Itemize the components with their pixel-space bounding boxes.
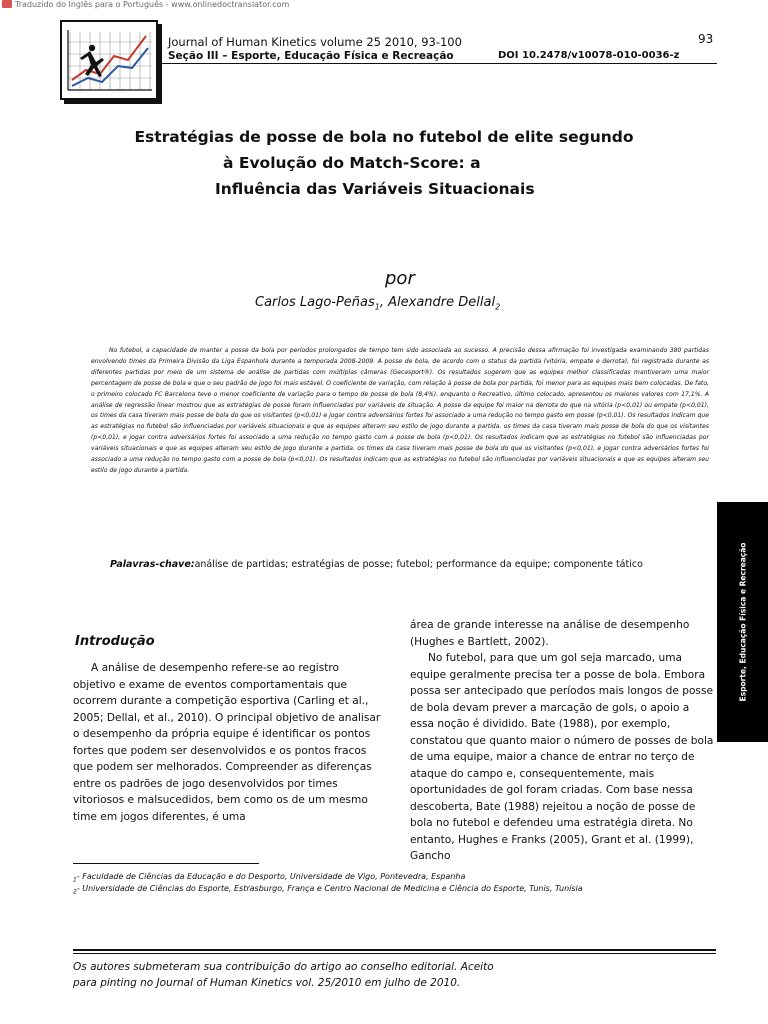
intro-paragraph-right: No futebol, para que um gol seja marcado, uma equipe geralmente precisa ter a posse de bola. Embora possa ser antecipado que períodos mais longos de posse de bola devam prever a marcação de gols, o apoio a essa noção é dividido. Bate (1988), por exemplo, constatou que quanto maior o número de posses de bola de uma equipe, maior a chance de entrar no terço de ataque do campo e, consequentemente, mais oportunidades de gol foram criadas. Com base nessa descoberta, Bate (1988) rejeitou a noção de posse de bola no futebol e defendeu uma estratégia direta. No entanto, Hughes e Franks (2005), Grant et al. (1999), Gancho xyxy=(410,652,714,862)
footnote-1-text: - Faculdade de Ciências da Educação e do Desporto, Universidade de Vigo, Pontevedra, Espanha xyxy=(76,872,466,881)
page-number: 93 xyxy=(698,32,714,46)
submission-note-line-1: Os autores submeteram sua contribuição do artigo ao conselho editorial. Aceito xyxy=(73,961,494,973)
footer-rule-thick xyxy=(73,949,716,951)
footnote-2-mark: 2 xyxy=(73,888,77,896)
footnote-2 xyxy=(73,884,583,896)
author-1: Carlos Lago-Peñas xyxy=(255,295,375,310)
intro-paragraph-left: A análise de desempenho refere-se ao registro objetivo e exame de eventos comportamentais que ocorrem durante a competição esportiva (Carling et al., 2005; Dellal, et al., 2010). O principal objetivo de analisar o desempenho da própria equipe é identificar os pontos fortes que podem ser desenvolvidos e os pontos fracos que podem ser melhorados. Compreender as diferenças entre os padrões de jogo desenvolvidos por times vitoriosos e malsucedidos, bem como os de um mesmo time em jogos diferentes, é uma xyxy=(73,662,381,823)
footnote-rule xyxy=(73,863,259,864)
section-side-tab xyxy=(717,502,768,742)
keywords-text: análise de partidas; estratégias de posse; futebol; performance da equipe; componente tático xyxy=(194,559,643,570)
journal-citation: Journal of Human Kinetics volume 25 2010, 93-100 xyxy=(168,35,462,49)
intro-paragraph-right-continued: área de grande interesse na análise de desempenho (Hughes e Bartlett, 2002). xyxy=(410,619,690,648)
footer-rule-thin xyxy=(73,953,716,954)
translator-icon xyxy=(2,0,12,8)
journal-logo xyxy=(60,20,158,100)
abstract-text: No futebol, a capacidade de manter a posse da bola por períodos prolongados de tempo tem sido associada ao sucesso. A precisão dessa afirmação foi investigada examinando 380 partidas envolvendo times da Primeira Divisão da Liga Espanhola durante a temporada 2008-2009. A posse de bola, de acordo com o status da partida (vitória, empate e derrota), foi registrada durante as diferentes partidas por meio de um sistema de análise de partidas com múltiplas câmeras (Gecasport®). Os resultados sugerem que as equipes melhor classificadas mantiveram uma maior percentagem de posse de bola e que o seu padrão de jogo foi mais estável. O coeficiente de variação, com relação à posse de bola por partida, foi menor para as equipes mais bem colocadas. De fato, o primeiro colocado FC Barcelona teve o menor coeficiente de variação para o tempo de posse de bola (8,4%). enquanto o Recreativo, último colocado, apresentou os maiores valores com 17,1%. A análise de regressão linear mostrou que as estratégias de posse foram influenciadas por variáveis de situação. A posse da equipe foi maior na derrota do que na vitória (p<0,01) ou empate (p<0,01), os times da casa tiveram mais posse de bola do que os visitantes (p<0,01) e jogar contra adversários fortes foi associado a uma redução no tempo gasto em posse (p<0,01). Os resultados indicam que as estratégias no futebol são influenciadas por variáveis situacionais e que as equipes alteram seu estilo de jogo durante a partida. os times da casa tiveram mais posse de bola do que os visitantes (p<0,01), e jogar contra adversários fortes foi associado a uma redução no tempo gasto com a posse de bola (p<0,01). Os resultados indicam que as estratégias no futebol são influenciadas por variáveis situacionais e que as equipes alteram seu estilo de jogo durante a partida. os times da casa tiveram mais posse de bola do que os visitantes (p<0,01), e jogar contra adversários fortes foi associado a uma redução no tempo gasto com a posse de bola (p<0,01). Os resultados indicam que as estratégias no futebol são influenciadas por variáveis situacionais e que as equipes alteram seu estilo de jogo durante a partida. xyxy=(91,347,709,474)
footnote-2-text: - Universidade de Ciências do Esporte, Estrasburgo, França e Centro Nacional de Medicina e Ciência do Esporte, Tunis, Tunísia xyxy=(76,884,583,893)
title-line-3: Influência das Variáveis Situacionais xyxy=(215,180,535,198)
keywords-label: Palavras-chave: xyxy=(110,559,195,570)
intro-heading: Introdução xyxy=(75,634,155,649)
author-1-affiliation-mark: 1 xyxy=(374,302,380,312)
header-rule xyxy=(160,63,717,64)
right-column xyxy=(410,617,715,865)
journal-section: Seção III – Esporte, Educação Física e Recreação xyxy=(168,50,454,62)
sprinter-chart-icon xyxy=(62,22,156,98)
abstract xyxy=(91,346,709,477)
authors-line xyxy=(255,295,500,312)
submission-note xyxy=(73,959,494,991)
translator-banner-text: Traduzido do Inglês para o Português - www.onlinedoctranslator.com xyxy=(15,0,290,9)
keywords-line xyxy=(110,559,643,570)
title-line-1: Estratégias de posse de bola no futebol de elite segundo xyxy=(134,128,634,146)
author-2: , Alexandre Dellal xyxy=(379,295,496,310)
left-column xyxy=(73,660,383,825)
section-side-tab-label: Esporte, Educação Física e Recreação xyxy=(738,542,747,702)
byline-por: por xyxy=(385,268,415,289)
submission-note-line-2: para pinting no Journal of Human Kinetics vol. 25/2010 em julho de 2010. xyxy=(73,977,461,989)
footnote-1-mark: 1 xyxy=(73,876,77,884)
author-2-affiliation-mark: 2 xyxy=(495,302,501,312)
translator-banner[interactable] xyxy=(2,0,289,9)
title-line-2: à Evolução do Match-Score: a xyxy=(223,154,481,172)
doi-label: DOI 10.2478/v10078-010-0036-z xyxy=(498,50,680,61)
footnote-1 xyxy=(73,872,465,884)
